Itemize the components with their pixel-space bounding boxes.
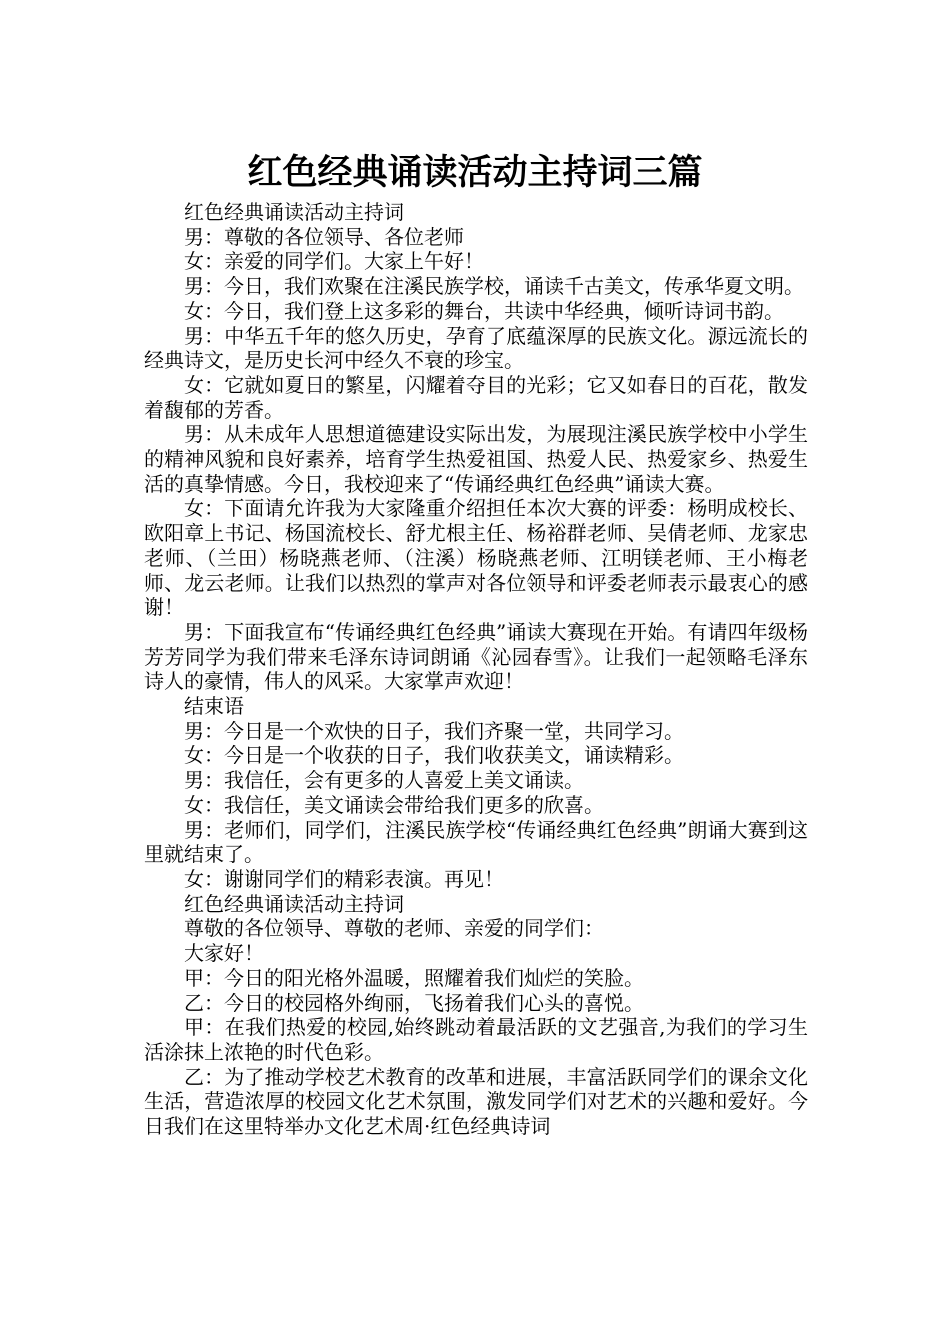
paragraph-2: 男：尊敬的各位领导、各位老师 [184,224,464,249]
paragraph-18: 红色经典诵读活动主持词 [184,891,404,916]
paragraph-17: 女：谢谢同学们的精彩表演。再见！ [184,866,504,891]
paragraph-4: 男：今日，我们欢聚在注溪民族学校，诵读千古美文，传承华夏文明。 [184,274,804,299]
paragraph-6: 男：中华五千年的悠久历史，孕育了底蕴深厚的民族文化。源远流长的经典诗文，是历史长河中经久不衰的珍宝。 [144,323,808,373]
paragraph-10: 男：下面我宣布“传诵经典红色经典”诵读大赛现在开始。有请四年级杨芳芳同学为我们带来毛泽东诗词朗诵《沁园春雪》。让我们一起领略毛泽东诗人的豪情，伟人的风采。大家掌声欢迎！ [144,619,808,694]
paragraph-21: 甲：今日的阳光格外温暖，照耀着我们灿烂的笑脸。 [184,965,644,990]
paragraph-20: 大家好！ [184,941,264,966]
paragraph-23: 甲：在我们热爱的校园,始终跳动着最活跃的文艺强音,为我们的学习生活涂抹上浓艳的时代色彩。 [144,1015,808,1064]
paragraph-14: 男：我信任，会有更多的人喜爱上美文诵读。 [184,768,584,793]
paragraph-15: 女：我信任，美文诵读会带给我们更多的欣喜。 [184,792,604,817]
document-title: 红色经典诵读活动主持词三篇 [247,152,703,194]
paragraph-12: 男：今日是一个欢快的日子，我们齐聚一堂，共同学习。 [184,718,684,743]
paragraph-13: 女：今日是一个收获的日子，我们收获美文，诵读精彩。 [184,743,684,768]
paragraph-8: 男：从未成年人思想道德建设实际出发，为展现注溪民族学校中小学生的精神风貌和良好素养，培育学生热爱祖国、热爱人民、热爱家乡、热爱生活的真挚情感。今日，我校迎来了“传诵经典红色经典”诵读大赛。 [144,422,808,496]
paragraph-11: 结束语 [184,694,244,719]
paragraph-7: 女：它就如夏日的繁星，闪耀着夺目的光彩；它又如春日的百花，散发着馥郁的芳香。 [144,372,808,422]
paragraph-1: 红色经典诵读活动主持词 [184,200,404,224]
paragraph-9: 女：下面请允许我为大家隆重介绍担任本次大赛的评委：杨明成校长、欧阳章上书记、杨国流校长、舒尤根主任、杨裕群老师、吴倩老师、龙家忠老师、（兰田）杨晓燕老师、（注溪）杨晓燕老师、江明镁老师、王小梅老师、龙云老师。让我们以热烈的掌声对各位领导和评委老师表示最衷心的感谢！ [144,496,808,620]
paragraph-24: 乙：为了推动学校艺术教育的改革和进展，丰富活跃同学们的课余文化生活，营造浓厚的校园文化艺术氛围，激发同学们对艺术的兴趣和爱好。今日我们在这里特举办文化艺术周·红色经典诗词 [144,1064,808,1139]
paragraph-16: 男：老师们，同学们，注溪民族学校“传诵经典红色经典”朗诵大赛到这里就结束了。 [144,817,808,867]
paragraph-19: 尊敬的各位领导、尊敬的老师、亲爱的同学们： [184,916,604,941]
paragraph-22: 乙：今日的校园格外绚丽，飞扬着我们心头的喜悦。 [184,990,644,1015]
paragraph-5: 女：今日，我们登上这多彩的舞台，共读中华经典，倾听诗词书韵。 [184,298,784,323]
document-body [144,200,808,1139]
paragraph-3: 女：亲爱的同学们。大家上午好！ [184,249,484,274]
